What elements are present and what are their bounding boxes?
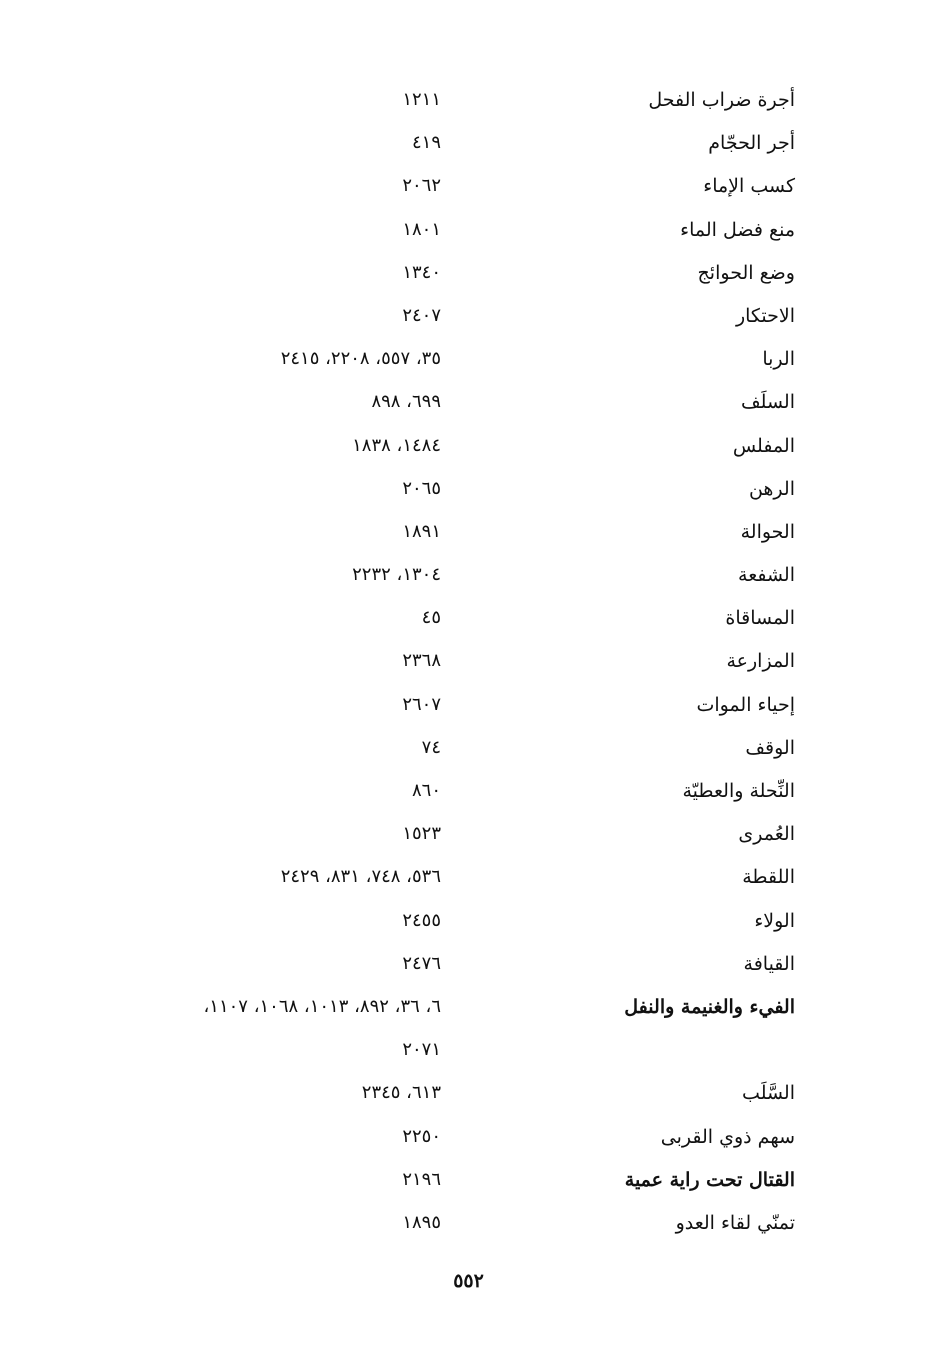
index-entry [0,769,937,812]
index-entry [0,1115,937,1158]
index-entry [0,467,937,510]
entry-term: كسب الإماء [703,175,795,198]
entry-term: الفيء والغنيمة والنفل [624,995,795,1018]
entry-term: المزارعة [726,650,795,673]
entry-references: ١٣٤٠ [402,261,441,283]
page-number: ٥٥٢ [453,1270,484,1292]
entry-references: ٦، ٣٦، ٨٩٢، ١٠١٣، ١٠٦٨، ١١٠٧، [203,995,441,1017]
entry-references: ٢٢٥٠ [402,1125,441,1147]
entry-references: ٢٤٧٦ [402,952,441,974]
entry-term: وضع الحوائج [697,261,795,284]
entry-term: الاحتكار [735,304,795,327]
entry-references: ٦٩٩، ٨٩٨ [371,391,441,413]
index-entry [0,726,937,769]
entry-term: سهم ذوي القربى [660,1125,795,1148]
entry-references: ٥٣٦، ٧٤٨، ٨٣١، ٢٤٢٩ [280,866,441,888]
index-entries [0,78,937,1244]
entry-term: المفلس [732,434,795,457]
index-entry [0,639,937,682]
entry-term: اللقطة [742,866,795,889]
entry-references: ٨٦٠ [411,780,441,801]
entry-references: ٢١٩٦ [402,1168,441,1190]
index-entry [0,1201,937,1244]
entry-term: أجرة ضراب الفحل [648,89,795,111]
index-entry [0,1071,937,1114]
entry-references: ٦١٣، ٢٣٤٥ [361,1082,441,1104]
index-entry [0,985,937,1028]
entry-references: ١٤٨٤، ١٨٣٨ [352,434,441,456]
index-entry [0,208,937,251]
entry-term: منع فضل الماء [680,218,795,241]
entry-references: ٢٤٠٧ [402,304,441,326]
index-entry [0,121,937,164]
entry-references: ١٨٩١ [402,520,441,542]
entry-term: أجر الحجّام [708,132,795,155]
entry-references: ١٨٩٥ [402,1211,441,1233]
index-entry [0,812,937,855]
index-entry [0,553,937,596]
entry-term: الحوالة [740,520,795,543]
entry-references: ١٨٠١ [402,218,441,240]
entry-term: المساقاة [725,607,795,630]
index-entry [0,294,937,337]
entry-references: ٢٠٦٢ [402,175,441,197]
entry-term: القتال تحت راية عمية [624,1168,795,1191]
entry-references: ٢٠٦٥ [402,477,441,499]
entry-references: ٣٥، ٥٥٧، ٢٢٠٨، ٢٤١٥ [280,348,441,370]
entry-references: ٢٠٧١ [402,1039,441,1061]
entry-references: ٤٥ [421,607,441,629]
index-entry [0,510,937,553]
index-entry [0,424,937,467]
entry-term: النِّحلة والعطيّة [682,780,795,802]
index-entry [0,337,937,380]
index-entry [0,942,937,985]
index-entry [0,78,937,121]
index-entry [0,251,937,294]
entry-term: تمنّي لقاء العدو [675,1211,795,1234]
index-entry [0,1158,937,1201]
entry-references: ٢٤٥٥ [402,909,441,931]
entry-term: الولاء [754,909,795,932]
entry-references: ٢٦٠٧ [402,693,441,715]
entry-term: الرهن [748,477,795,500]
entry-references: ٧٤ [421,736,441,758]
index-entry [0,899,937,942]
entry-references: ٤١٩ [411,132,441,154]
index-entry [0,164,937,207]
index-entry [0,855,937,898]
entry-term: الوقف [745,736,795,759]
entry-term: العُمرى [738,823,795,846]
entry-term: الربا [762,348,795,371]
entry-references: ١٢١١ [402,89,441,110]
index-entry [0,596,937,639]
entry-references: ١٣٠٤، ٢٢٣٢ [352,564,441,586]
entry-term: القيافة [743,952,795,975]
entry-references: ٢٣٦٨ [402,650,441,672]
entry-term: الشفعة [738,564,795,587]
entry-term: إحياء الموات [696,693,795,716]
index-entry [0,380,937,423]
index-entry [0,1028,937,1071]
entry-references: ١٥٢٣ [402,823,441,845]
entry-term: السَّلَب [742,1082,795,1105]
entry-term: السلَف [741,391,795,414]
index-entry [0,683,937,726]
